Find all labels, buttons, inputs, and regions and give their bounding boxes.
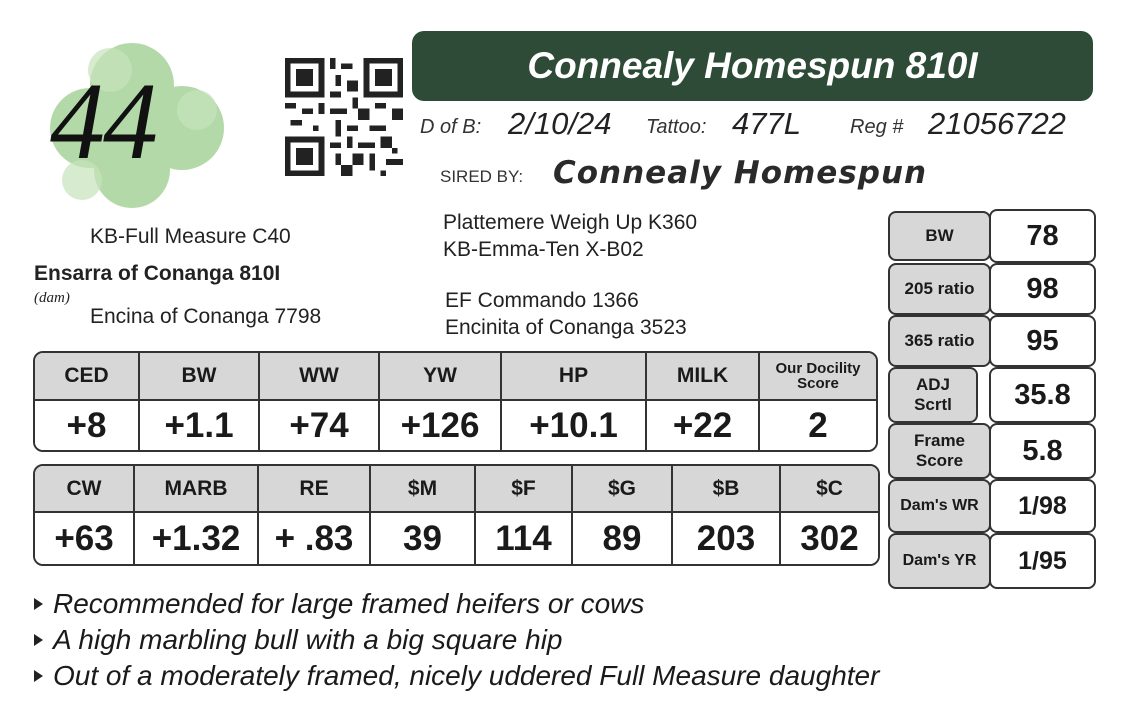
performance-value: 1/95 [989, 533, 1096, 589]
epd-value-marb: +1.32 [135, 513, 259, 564]
epd-value-g: 89 [573, 513, 673, 564]
epd-value-ced: +8 [35, 401, 140, 450]
bullet-arrow-icon [34, 634, 43, 646]
performance-row [888, 315, 1096, 367]
dam-dam-sire: EF Commando 1366 [445, 289, 639, 312]
epd-header-cw: CW [35, 466, 135, 513]
epd-header-docility: Our Docility Score [760, 353, 876, 401]
performance-value: 35.8 [989, 367, 1096, 423]
performance-label: Frame Score [888, 423, 991, 479]
epd-value-hp: +10.1 [502, 401, 647, 450]
note-text: Out of a moderately framed, nicely uddered Full Measure daughter [53, 660, 880, 691]
tattoo-label: Tattoo: [646, 116, 707, 138]
qr-code-icon [285, 58, 403, 176]
animal-name-banner [412, 31, 1093, 101]
performance-label: BW [888, 211, 991, 261]
epd-header-ww: WW [260, 353, 380, 401]
epd-value-docility: 2 [760, 401, 876, 450]
epd-header-re: RE [259, 466, 371, 513]
dob-value: 2/10/24 [508, 106, 612, 141]
epd-header-f: $F [476, 466, 573, 513]
performance-label: 205 ratio [888, 263, 991, 315]
epd-header-marb: MARB [135, 466, 259, 513]
dam-sire: KB-Full Measure C40 [90, 225, 291, 248]
epd-value-m: 39 [371, 513, 476, 564]
epd-value-f: 114 [476, 513, 573, 564]
performance-label: ADJ Scrtl [888, 367, 978, 423]
performance-row [888, 479, 1096, 533]
lot-number: 44 [50, 60, 156, 182]
epd-value-re: + .83 [259, 513, 371, 564]
reg-value: 21056722 [928, 106, 1066, 141]
note-item [34, 586, 879, 622]
animal-name: Connealy Homespun 810I [527, 45, 978, 86]
identification-row [420, 104, 1100, 144]
bullet-arrow-icon [34, 670, 43, 682]
performance-value: 78 [989, 209, 1096, 263]
note-text: A high marbling bull with a big square hip [53, 624, 563, 655]
tattoo-value: 477L [732, 106, 801, 141]
sire-sire: Plattemere Weigh Up K360 [443, 211, 698, 234]
bullet-arrow-icon [34, 598, 43, 610]
epd-header-bw: BW [140, 353, 260, 401]
performance-row [888, 209, 1096, 263]
epd-value-ww: +74 [260, 401, 380, 450]
epd-value-bw: +1.1 [140, 401, 260, 450]
performance-label: Dam's WR [888, 479, 991, 533]
performance-row [888, 367, 1096, 423]
note-text: Recommended for large framed heifers or cows [53, 588, 645, 619]
epd-header-c: $C [781, 466, 878, 513]
epd-value-b: 203 [673, 513, 781, 564]
performance-row [888, 423, 1096, 479]
performance-value: 1/98 [989, 479, 1096, 533]
epd-table-2 [33, 464, 880, 566]
epd-value-milk: +22 [647, 401, 760, 450]
dob-label: D of B: [420, 116, 482, 138]
epd-header-m: $M [371, 466, 476, 513]
dam-tag: (dam) [34, 290, 70, 306]
sire-name: Connealy Homespun [553, 155, 928, 191]
performance-row [888, 533, 1096, 589]
dam-dam: Encina of Conanga 7798 [90, 305, 322, 328]
notes-list [34, 586, 879, 694]
epd-table-1 [33, 351, 878, 452]
performance-label: Dam's YR [888, 533, 991, 589]
epd-value-yw: +126 [380, 401, 502, 450]
performance-value: 95 [989, 315, 1096, 367]
performance-label: 365 ratio [888, 315, 991, 367]
performance-value: 5.8 [989, 423, 1096, 479]
note-item [34, 622, 879, 658]
epd-value-c: 302 [781, 513, 878, 564]
reg-label: Reg # [850, 116, 904, 138]
epd-header-hp: HP [502, 353, 647, 401]
note-item [34, 658, 879, 694]
epd-header-yw: YW [380, 353, 502, 401]
epd-header-ced: CED [35, 353, 140, 401]
sire-dam: KB-Emma-Ten X-B02 [443, 238, 644, 261]
sired-by-label: SIRED BY: [440, 167, 524, 186]
epd-header-b: $B [673, 466, 781, 513]
epd-header-g: $G [573, 466, 673, 513]
dam-dam-dam: Encinita of Conanga 3523 [445, 316, 687, 339]
epd-value-cw: +63 [35, 513, 135, 564]
epd-header-milk: MILK [647, 353, 760, 401]
performance-value: 98 [989, 263, 1096, 315]
performance-row [888, 263, 1096, 315]
dam-name: Ensarra of Conanga 810I [34, 262, 281, 285]
